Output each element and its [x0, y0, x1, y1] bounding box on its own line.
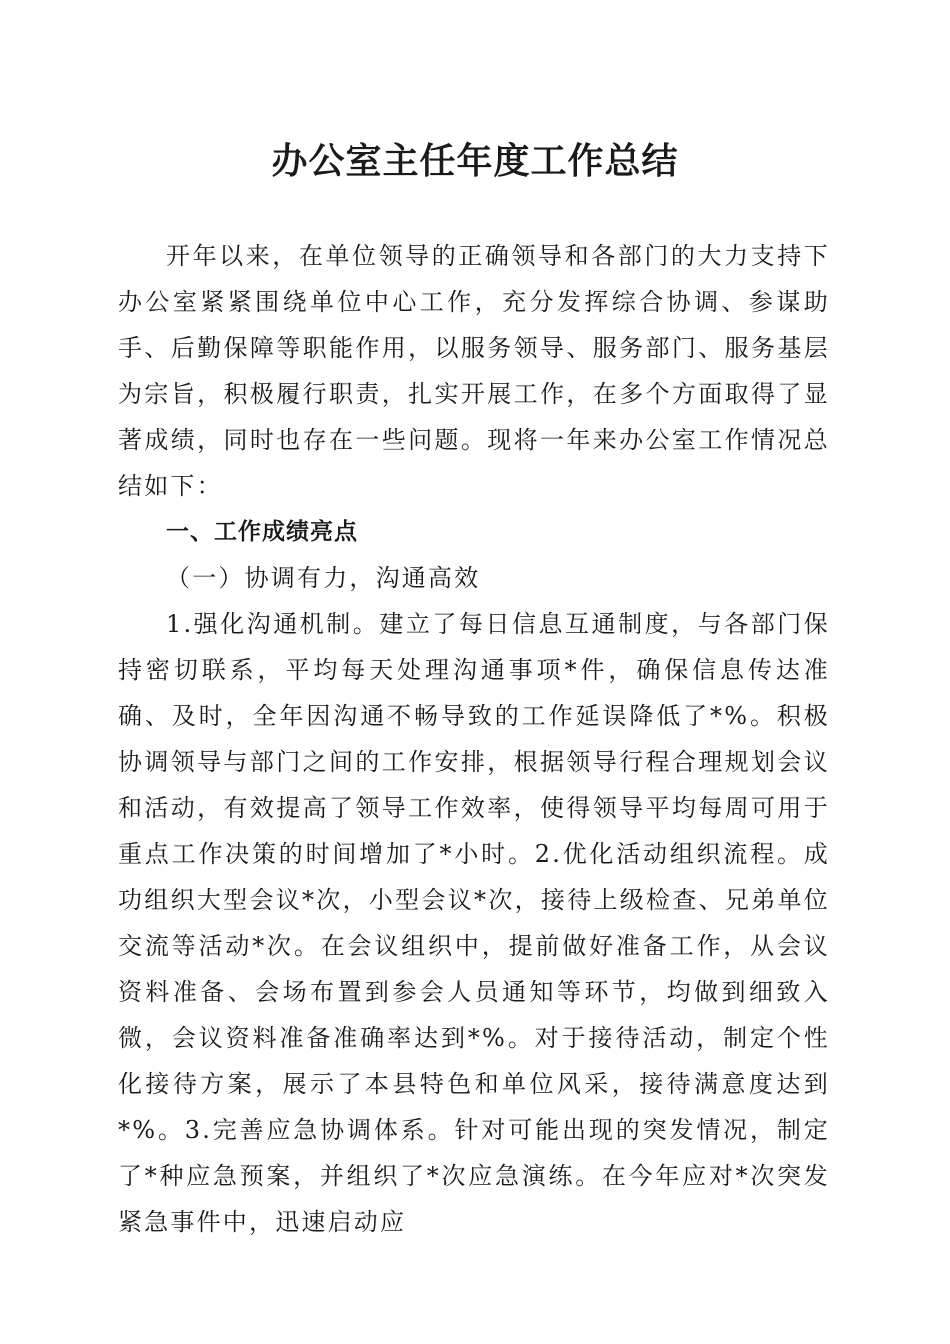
document-title: 办公室主任年度工作总结 — [271, 140, 679, 182]
section-heading: 一、工作成绩亮点 — [166, 519, 358, 545]
document-body — [118, 233, 830, 1245]
subsection-heading: （一）协调有力，沟通高效 — [166, 564, 481, 592]
body-paragraph: 1.强化沟通机制。建立了每日信息互通制度，与各部门保持密切联系，平均每天处理沟通事项*件，确保信息传达准确、及时，全年因沟通不畅导致的工作延误降低了*%。积极协调领导与部门之间的工作安排，根据领导行程合理规划会议和活动，有效提高了领导工作效率，使得领导平均每周可用于重点工作决策的时间增加了*小时。2.优化活动组织流程。成功组织大型会议*次，小型会议*次，接待上级检查、兄弟单位交流等活动*次。在会议组织中，提前做好准备工作，从会议资料准备、会场布置到参会人员通知等环节，均做到细致入微，会议资料准备准确率达到*%。对于接待活动，制定个性化接待方案，展示了本县特色和单位风采，接待满意度达到*%。3.完善应急协调体系。针对可能出现的突发情况，制定了*种应急预案，并组织了*次应急演练。在今年应对*次突发紧急事件中，迅速启动应 — [118, 610, 830, 1236]
intro-paragraph: 开年以来，在单位领导的正确领导和各部门的大力支持下办公室紧紧围绕单位中心工作，充分发挥综合协调、参谋助手、后勤保障等职能作用，以服务领导、服务部门、服务基层为宗旨，积极履行职责，扎实开展工作，在多个方面取得了显著成绩，同时也存在一些问题。现将一年来办公室工作情况总结如下： — [118, 242, 830, 500]
